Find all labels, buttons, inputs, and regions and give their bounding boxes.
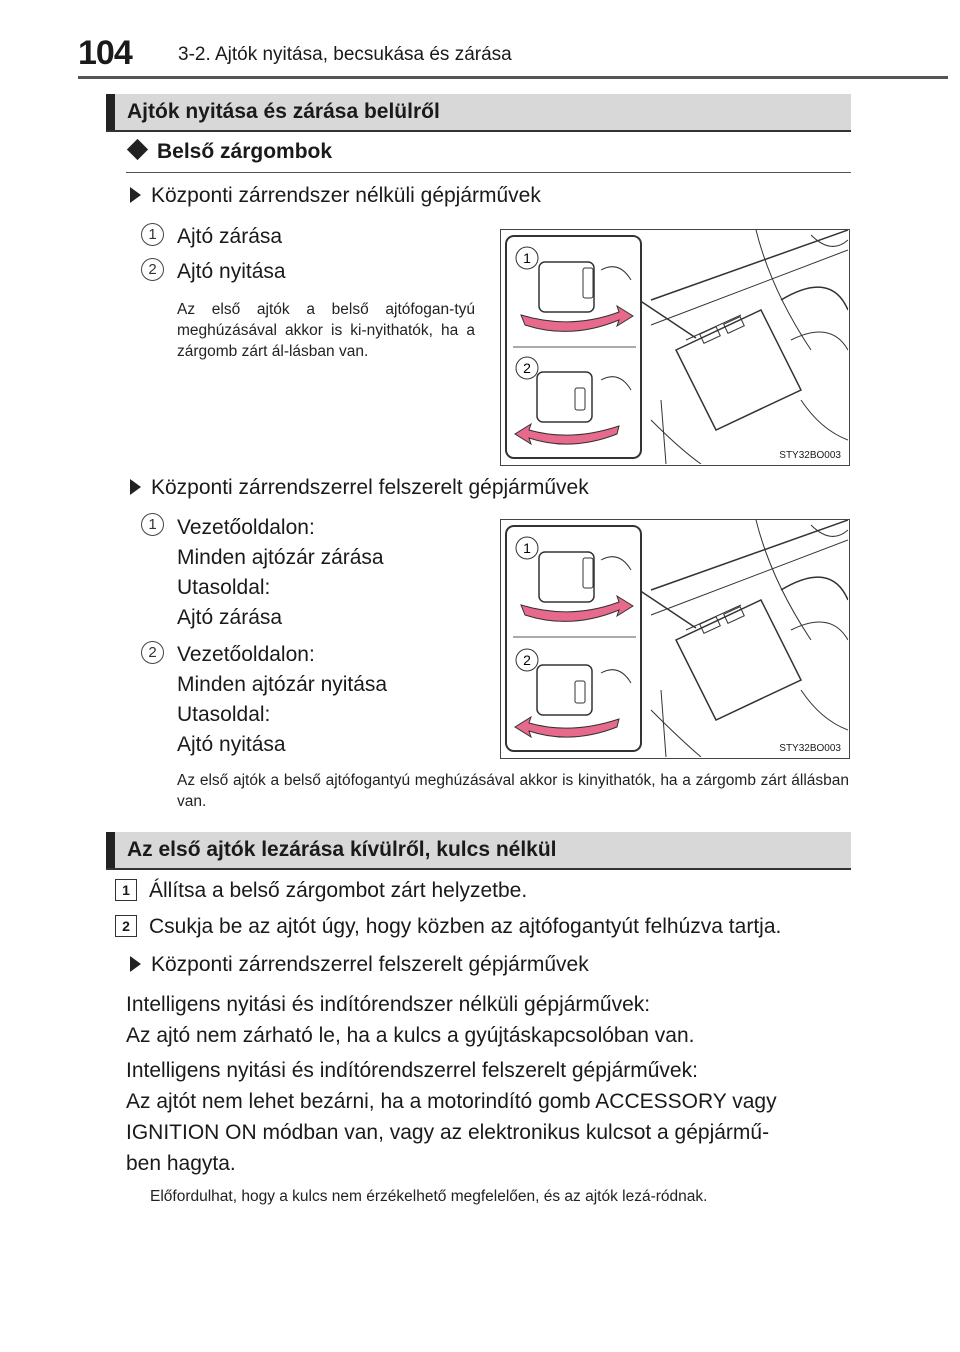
para-2-line-3: IGNITION ON módban van, vagy az elektronikus kulcsot a gépjármű- bbox=[126, 1121, 770, 1144]
item-number-1: 1 bbox=[141, 513, 164, 536]
group-b-label-text: Központi zárrendszerrel felszerelt gépjárművek bbox=[151, 476, 589, 499]
item-b1-line1: Vezetőoldalon: bbox=[177, 516, 315, 539]
lock-knob-illustration-b bbox=[501, 520, 848, 757]
section-rule bbox=[106, 130, 851, 132]
triangle-bullet-icon bbox=[130, 187, 141, 203]
item-b1-line3: Utasoldal: bbox=[177, 576, 271, 599]
callout-1-b: 1 bbox=[523, 540, 531, 556]
central-locking-label bbox=[130, 953, 589, 977]
item-b1-line4: Ajtó zárása bbox=[177, 606, 283, 629]
callout-2-a: 2 bbox=[523, 360, 531, 376]
item-b2-line3: Utasoldal: bbox=[177, 703, 271, 726]
para-1-line-2: Az ajtó nem zárható le, ha a kulcs a gyújtáskapcsolóban van. bbox=[126, 1024, 695, 1047]
running-head: 3-2. Ajtók nyitása, becsukása és zárása bbox=[178, 44, 512, 65]
note-group-a: Az első ajtók a belső ajtófogan-tyú meghúzásával akkor is ki-nyithatók, ha a zárgomb zárt ál-lásban van. bbox=[177, 301, 475, 360]
callout-2-b: 2 bbox=[523, 652, 531, 668]
sub-heading bbox=[126, 140, 332, 164]
item-number-2: 2 bbox=[141, 641, 164, 664]
step-number-1: 1 bbox=[115, 879, 137, 901]
item-b2-line4: Ajtó nyitása bbox=[177, 733, 286, 756]
item-number-2: 2 bbox=[141, 258, 164, 281]
para-2-line-1: Intelligens nyitási és indítórendszerrel felszerelt gépjárművek: bbox=[126, 1059, 698, 1082]
item-b2-line1: Vezetőoldalon: bbox=[177, 643, 315, 666]
triangle-bullet-icon bbox=[130, 479, 141, 495]
para-2-line-4: ben hagyta. bbox=[126, 1152, 236, 1175]
item-b2-line2: Minden ajtózár nyitása bbox=[177, 673, 388, 696]
step-number-2: 2 bbox=[115, 915, 137, 937]
page-number: 104 bbox=[78, 34, 132, 72]
item-lock-door: Ajtó zárása bbox=[177, 225, 283, 248]
sub-heading-rule bbox=[126, 172, 851, 173]
sub-heading-text: Belső zárgombok bbox=[157, 140, 333, 163]
figure-code-b: STY32BO003 bbox=[779, 743, 841, 754]
group-a-label bbox=[130, 184, 541, 208]
step-2-text: Csukja be az ajtót úgy, hogy közben az ajtófogantyút felhúzva tartja. bbox=[149, 915, 782, 938]
item-number-1: 1 bbox=[141, 223, 164, 246]
section-rule bbox=[106, 868, 851, 870]
figure-code-a: STY32BO003 bbox=[779, 450, 841, 461]
triangle-bullet-icon bbox=[130, 956, 141, 972]
group-b-label bbox=[130, 476, 589, 500]
header-rule bbox=[78, 76, 948, 79]
figure-lock-knob-a bbox=[500, 229, 850, 466]
item-unlock-door: Ajtó nyitása bbox=[177, 260, 286, 283]
note-key-detection: Előfordulhat, hogy a kulcs nem érzékelhető megfelelően, és az ajtók lezá-ródnak. bbox=[150, 1188, 708, 1205]
step-1-text: Állítsa a belső zárgombot zárt helyzetbe. bbox=[149, 879, 528, 902]
section-title-inside: Ajtók nyitása és zárása belülről bbox=[106, 94, 851, 130]
callout-1-a: 1 bbox=[523, 250, 531, 266]
figure-lock-knob-b bbox=[500, 519, 850, 759]
para-2-line-2: Az ajtót nem lehet bezárni, ha a motorindító gomb ACCESSORY vagy bbox=[126, 1090, 777, 1113]
item-b1-line2: Minden ajtózár zárása bbox=[177, 546, 384, 569]
diamond-bullet-icon bbox=[127, 139, 148, 160]
lock-knob-illustration-a bbox=[501, 230, 848, 464]
section-title-outside: Az első ajtók lezárása kívülről, kulcs nélkül bbox=[106, 832, 851, 868]
note-group-b: Az első ajtók a belső ajtófogantyú meghúzásával akkor is kinyithatók, ha a zárgomb zárt állásban van. bbox=[177, 772, 849, 810]
central-locking-label-text: Központi zárrendszerrel felszerelt gépjárművek bbox=[151, 953, 589, 976]
para-1-line-1: Intelligens nyitási és indítórendszer nélküli gépjárművek: bbox=[126, 993, 651, 1016]
group-a-label-text: Központi zárrendszer nélküli gépjárművek bbox=[151, 184, 541, 207]
